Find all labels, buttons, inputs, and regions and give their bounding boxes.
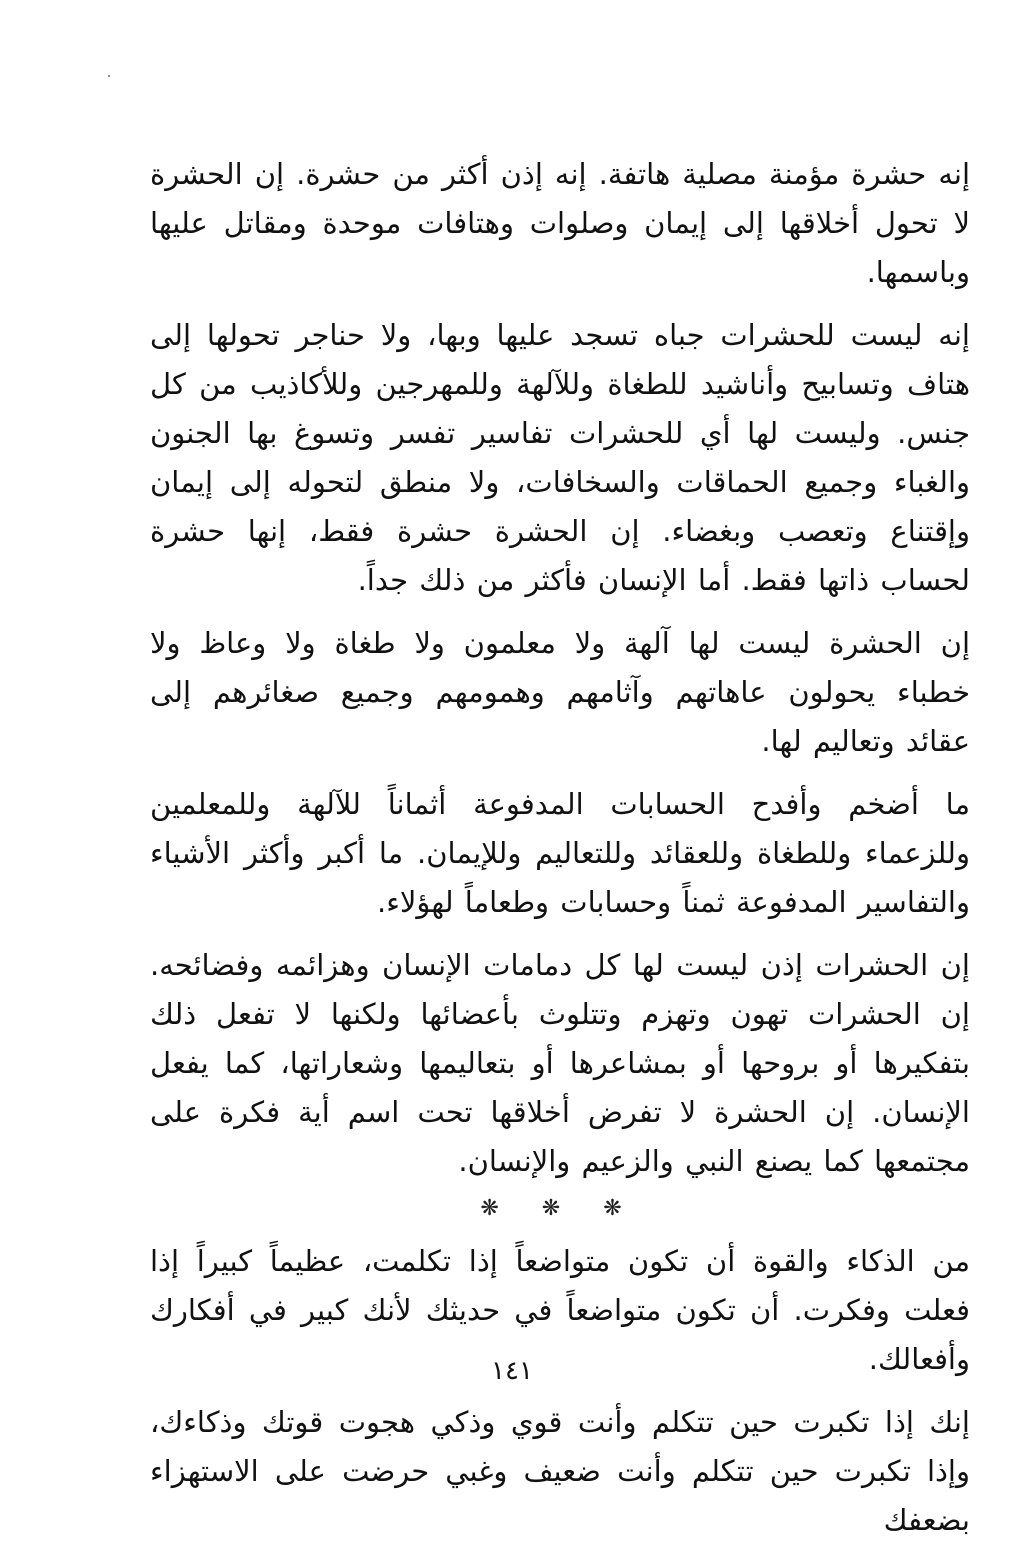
- paragraph-2: إنه ليست للحشرات جباه تسجد عليها وبها، ولا حناجر تحولها إلى هتاف وتسابيح وأناشيد للطغاة وللآلهة وللمهرجين وللأكاذيب من كل جنس. وليست لها أي للحشرات تفاسير تفسر وتسوغ بها الجنون والغباء وجميع الحماقات والسخافات، ولا منطق لتحوله إلى إيمان وإقتناع وتعصب وبغضاء. إن الحشرة حشرة فقط، إنها حشرة لحساب ذاتها فقط. أما الإنسان فأكثر من ذلك جداً.: [150, 318, 970, 597]
- page-number: ١٤١: [491, 1356, 533, 1386]
- section-separator: ❋ ❋ ❋: [480, 1196, 640, 1221]
- paragraph-5: إن الحشرات إذن ليست لها كل دمامات الإنسان وهزائمه وفضائحه. إن الحشرات تهون وتهزم وتتلوث بأعضائها ولكنها لا تفعل ذلك بتفكيرها أو بروحها أو بمشاعرها أو بتعاليمها وشعاراتها، كما يفعل الإنسان. إن الحشرة لا تفرض أخلاقها تحت اسم أية فكرة على مجتمعها كما يصنع النبي والزعيم والإنسان.: [150, 948, 970, 1178]
- paragraph-7: إنك إذا تكبرت حين تتكلم وأنت قوي وذكي هجوت قوتك وذكاءك، وإذا تكبرت حين تتكلم وأنت ضعيف وغبي حرضت على الاستهزاء بضعفك: [150, 1405, 970, 1537]
- paragraph-6: من الذكاء والقوة أن تكون متواضعاً إذا تكلمت، عظيماً كبيراً إذا فعلت وفكرت. أن تكون متواضعاً في حديثك لأنك كبير في أفكارك وأفعالك.: [150, 1244, 970, 1376]
- page-body: [150, 150, 970, 1551]
- paragraph-4: ما أضخم وأفدح الحسابات المدفوعة أثماناً للآلهة وللمعلمين وللزعماء وللطغاة وللعقائد وللتعاليم وللإيمان. ما أكبر وأكثر الأشياء والتفاسير المدفوعة ثمناً وحسابات وطعاماً لهؤلاء.: [150, 787, 970, 919]
- scan-speck: [108, 75, 110, 77]
- paragraph-1: إنه حشرة مؤمنة مصلية هاتفة. إنه إذن أكثر من حشرة. إن الحشرة لا تحول أخلاقها إلى إيمان وصلوات وهتافات موحدة ومقاتل عليها وباسمها.: [150, 157, 970, 289]
- paragraph-3: إن الحشرة ليست لها آلهة ولا معلمون ولا طغاة ولا وعاظ ولا خطباء يحولون عاهاتهم وآثامهم وهمومهم وجميع صغائرهم إلى عقائد وتعاليم لها.: [150, 626, 970, 758]
